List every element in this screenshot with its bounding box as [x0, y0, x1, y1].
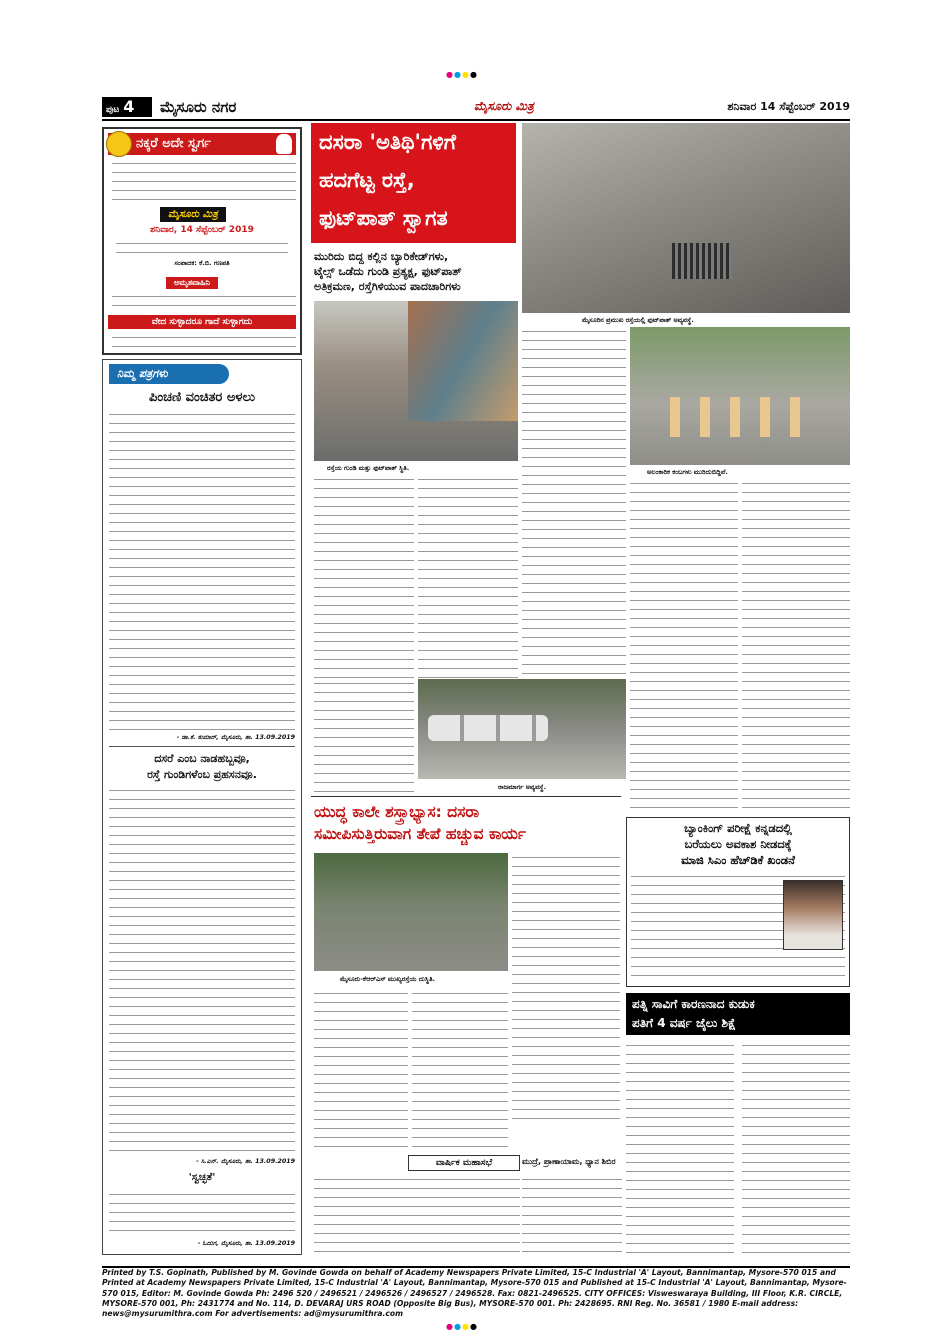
parked-cars — [428, 715, 548, 741]
header-date: ಶನಿವಾರ 14 ಸೆಪ್ಟೆಂಬರ್ 2019 — [727, 100, 850, 113]
story4-headline-line-2: ಪತಿಗೆ 4 ವರ್ಷ ಜೈಲು ಶಿಕ್ಷೆ — [632, 1016, 736, 1030]
lead-col-1b — [314, 679, 414, 793]
story2-headline — [314, 801, 620, 845]
section-title: ಮೈಸೂರು ನಗರ — [160, 98, 237, 116]
story3-headline-line-1: ಬ್ಯಾಂಕಿಂಗ್ ಪರೀಕ್ಷೆ ಕನ್ನಡದಲ್ಲಿ — [684, 821, 792, 835]
story4-banner — [626, 993, 850, 1035]
story2-col-a — [512, 853, 620, 1119]
lead-subhead-line-2: ಟೈಲ್ಸ್ ಒಡೆದು ಗುಂಡಿ ಪ್ರತ್ಯಕ್ಷ, ಫುಟ್‌ಪಾತ್ — [314, 265, 462, 278]
story2-col-c — [412, 989, 508, 1151]
footer-imprint: Printed by T.S. Gopinath, Published by M. Govinde Gowda on behalf of Academy Newspapers Private Limited, 15-C Industrial 'A' Layout, Bannimantap, Mysore-570 015 and Printed at Academy Newspapers Private Limited, 15-C Industrial 'A' Layout, Bannimantap, Mysore-570 015 and Published at 15-C Industrial 'A' Layout, Bannimantap, Mysore-570 015, Editor: M. Govinde Gowda Ph: 2496 520 / 2496521 / 2496526 / 2496527 / 2496528. Fax: 0821-2496525. CITY OFFICES: Visweswaraya Building, III Floor, K.R. CIRCLE, MYSORE-570 001, Ph: 2431774 and No. 114, D. DEVARAJ URS ROAD (Opposite Big Bus), MYSORE-570 001. Ph: 2428695. RNI Reg. No. 36581 / 1980 E-mail address: news@mysurumithra.com For advertisements: ad@mysurumithra.com — [102, 1266, 850, 1320]
story6-body — [522, 1175, 622, 1259]
letter2-title-b: ರಸ್ತೆ ಗುಂಡಿಗಳೆಂಬ ಪ್ರಹಸನವೂ. — [147, 768, 257, 781]
story2-caption: ಮೈಸೂರು-ಕೆಆರ್‌ಎಸ್ ಮುಖ್ಯರಸ್ತೆಯ ದುಸ್ಥಿತಿ. — [340, 975, 436, 983]
lead-banner-line-3: ಫುಟ್‌ಪಾತ್ ಸ್ವಾಗತ — [319, 206, 448, 230]
story4-col-b — [742, 1041, 850, 1259]
page-prefix: ಪುಟ — [106, 105, 120, 115]
amruta-quote — [112, 292, 296, 310]
laughing-face-icon — [106, 131, 132, 157]
cartoon-figure-icon — [276, 134, 292, 154]
letters-column — [102, 359, 302, 1255]
humor-date: ಶನಿವಾರ, 14 ಸೆಪ್ಟೆಂಬರ್ 2019 — [150, 225, 254, 235]
page-header — [102, 95, 850, 121]
page-number-box — [102, 97, 152, 117]
lead-subhead-line-1: ಮುರಿದು ಬಿದ್ದ ಕಲ್ಲಿನ ಬ್ಯಾರಿಕೇಡ್‌ಗಳು, — [314, 250, 449, 263]
letter2-title-a: ದಸರೆ ಎಂಬ ನಾಡಹಬ್ಬವೂ, — [154, 752, 250, 765]
lead-banner — [311, 123, 516, 243]
letter3-sign: - ಓದುಗ, ಮೈಸೂರು, ತಾ. 13.09.2019 — [197, 1240, 295, 1247]
letters-section-title — [109, 364, 229, 384]
masthead-badge: ಮೈಸೂರು ಮಿತ್ರ — [160, 207, 226, 222]
lead-col-5 — [742, 479, 850, 811]
newspaper-page — [102, 95, 850, 1265]
lead-col-4 — [630, 479, 738, 811]
story3-headline-line-3: ಮಾಜಿ ಸಿಎಂ ಹೆಚ್‌ಡಿಕೆ ಖಂಡನೆ — [681, 853, 795, 867]
story4-col-a — [626, 1041, 734, 1259]
amruta-sub: ವೇದ ಸುಳ್ಳಾದರೂ ಗಾದೆ ಸುಳ್ಳಾಗದು — [108, 315, 296, 329]
letter-divider — [109, 746, 295, 747]
masthead-logo: ಮೈಸೂರು ಮಿತ್ರ — [474, 99, 534, 113]
lead-photo-road — [314, 301, 518, 461]
mural-wall — [408, 301, 518, 421]
story2-headline-line-1: ಯುದ್ಧ ಕಾಲೇ ಶಸ್ತ್ರಾಭ್ಯಾಸ: ದಸರಾ — [314, 803, 480, 821]
letter3-body — [109, 1190, 295, 1238]
lead-subhead — [314, 249, 519, 294]
story2-photo — [314, 853, 508, 971]
lead-subhead-line-3: ಅತಿಕ್ರಮಣ, ರಸ್ತೆಗಿಳಿಯುವ ಪಾದಚಾರಿಗಳು — [314, 280, 461, 293]
caption-left-photo: ರಸ್ತೆಯ ಗುಂಡಿ ಮತ್ತು ಫುಟ್‌ಪಾತ್ ಸ್ಥಿತಿ. — [327, 464, 410, 472]
humor-title-bar — [108, 133, 296, 155]
letter2-sign: - ಸಿ.ಎನ್. ಮೈಸೂರು, ತಾ. 13.09.2019 — [196, 1158, 295, 1165]
story3-box — [626, 817, 850, 987]
lead-photo-bollards — [630, 327, 850, 465]
letter2-body — [109, 786, 295, 1156]
amruta-title: ಅಮೃತವಾಹಿನಿ — [166, 277, 218, 289]
humor-info-lines — [116, 239, 288, 257]
drain-grate — [672, 243, 732, 279]
story3-headline-line-2: ಬರೆಯಲು ಅವಕಾಶ ನೀಡದಕ್ಕೆ — [684, 837, 792, 851]
letter1-body — [109, 410, 295, 732]
story2-headline-line-2: ಸಮೀಪಿಸುತ್ತಿರುವಾಗ ತೇಪೆ ಹಚ್ಚುವ ಕಾರ್ಯ — [314, 825, 526, 843]
registration-dots-bottom: ●●●● — [446, 1322, 478, 1331]
letters-title-text: ನಿಮ್ಮ ಪತ್ರಗಳು — [117, 367, 168, 380]
amruta-footer — [112, 333, 296, 347]
lead-banner-line-1: ದಸರಾ 'ಅತಿಥಿ'ಗಳಿಗೆ — [319, 130, 456, 154]
bollard-row — [670, 397, 820, 437]
lead-col-1 — [314, 475, 414, 679]
story2-rule — [311, 796, 621, 797]
story5-headline: ವಾರ್ಷಿಕ ಮಹಾಸಭೆ — [408, 1155, 520, 1171]
story2-col-b — [314, 989, 408, 1151]
letter1-sign: - ಡಾ.ಕೆ. ಕುಮಾರ್, ಮೈಸೂರು, ತಾ. 13.09.2019 — [176, 734, 295, 741]
registration-dots-top: ●●●● — [446, 70, 478, 79]
story4-headline-line-1: ಪತ್ನಿ ಸಾವಿಗೆ ಕಾರಣನಾದ ಕುಡುಕ — [632, 997, 755, 1011]
humor-dialogue — [112, 159, 296, 203]
humor-title: ನಕ್ಕರೆ ಅದೇ ಸ್ವರ್ಗ — [136, 136, 211, 151]
caption-mid-photo: ರಾಜಮಾರ್ಗ ಅವ್ಯವಸ್ಥೆ. — [498, 783, 547, 791]
page-number: 4 — [123, 97, 135, 116]
story5-body — [314, 1175, 520, 1259]
lead-photo-footpath — [522, 123, 850, 313]
caption-top-photo: ಮೈಸೂರಿನ ಪ್ರಮುಖ ರಸ್ತೆಯಲ್ಲಿ ಫುಟ್‌ಪಾತ್ ಅವ್ಯವಸ್ಥೆ. — [582, 316, 694, 324]
kumaraswamy-portrait — [783, 880, 843, 950]
letter1-title: ಪಿಂಚಣಿ ವಂಚಿತರ ಅಳಲು — [148, 390, 256, 405]
lead-photo-rajmarg — [418, 679, 626, 779]
lead-col-2 — [418, 475, 518, 679]
story6-headline: ಮುದ್ರೆ, ಪ್ರಾಣಾಯಾಮ, ಧ್ಯಾನ ಶಿಬಿರ — [522, 1157, 616, 1166]
caption-right-photo: ಅಲಂಕಾರಿಕ ಕಂಬಗಳು ಮುರಿದುಬಿದ್ದಿವೆ. — [647, 468, 728, 476]
humor-editor: ಸಂಪಾದಕ: ಕೆ.ಬಿ. ಗಣಪತಿ — [174, 259, 230, 267]
story3-headline — [627, 820, 849, 868]
letter3-title: 'ಸ್ವಚ್ಛತೆ' — [188, 1172, 216, 1183]
lead-banner-line-2: ಹದಗೆಟ್ಟ ರಸ್ತೆ, — [319, 168, 415, 192]
lead-col-3 — [522, 327, 626, 679]
humor-box — [102, 127, 302, 355]
